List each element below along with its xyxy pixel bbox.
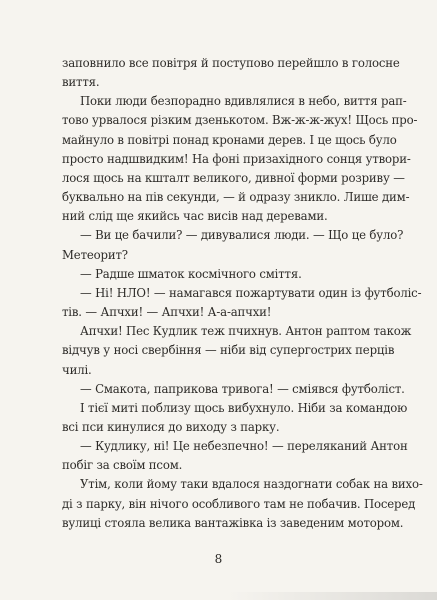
text-line: Поки люди безпорадно вдивлялися в небо, виття рап- (80, 94, 407, 109)
page-number: 8 (214, 552, 223, 566)
text-line: — Смакота, паприкова тривога! — сміявся футболіст. (80, 381, 405, 396)
text-line: чилі. (62, 362, 92, 377)
text-line: буквально на пів секунди, — й одразу зникло. Лише дим- (62, 190, 410, 205)
text-line: заповнило все повітря й поступово перейшло в голосне (62, 56, 400, 70)
text-line: ний слід ще якийсь час висів над деревами. (62, 209, 328, 224)
text-line: — Кудлику, ні! Це небезпечно! — переляканий Антон (80, 439, 408, 454)
text-line: виття. (62, 75, 100, 90)
text-line: побіг за своїм псом. (62, 458, 183, 473)
text-line: І тієї миті поблизу щось вибухнуло. Ніби за командою (80, 400, 408, 415)
text-line: всі пси кинулися до виходу з парку. (62, 419, 280, 434)
text-line: Утім, коли йому таки вдалося наздогнати собак на вихо- (80, 477, 423, 492)
text-line: — Ні! НЛО! — намагався пожартувати один із футболіс- (80, 285, 422, 300)
text-line: лося щось на кшталт великого, дивної форми розриву — (62, 170, 405, 185)
text-line: — Радше шматок космічного сміття. (80, 266, 302, 281)
text-line: Метеорит? (62, 247, 128, 262)
text-line: вулиці стояла велика вантажівка із заведеним мотором. (62, 515, 404, 530)
text-line: тово урвалося різким дзенькотом. Вж-ж-ж-жух! Щось про- (62, 113, 418, 128)
page-body-text (62, 54, 423, 533)
text-line: Апчхи! Пес Кудлик теж пчихнув. Антон раптом також (80, 324, 412, 339)
page-edge-shadow (227, 592, 437, 600)
text-line: майнуло в повітрі понад кронами дерев. І це щось було (62, 132, 397, 147)
text-line: тів. — Апчхи! — Апчхи! А-а-апчхи! (62, 305, 272, 320)
text-line: ді з парку, він нічого особливого там не побачив. Посеред (62, 496, 416, 511)
text-line: — Ви це бачили? — дивувалися люди. — Що це було? (80, 228, 404, 243)
text-line: відчув у носі свербіння — ніби від супергострих перців (62, 343, 395, 358)
text-line: просто надшвидким! На фоні призахідного сонця утвори- (62, 151, 411, 166)
